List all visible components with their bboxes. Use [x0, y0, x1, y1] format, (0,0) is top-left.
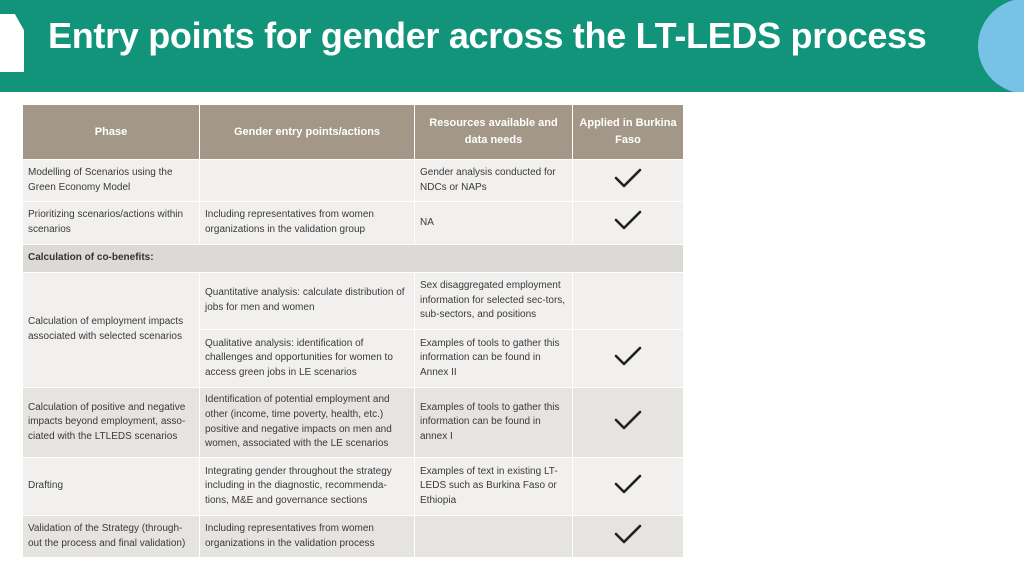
- checkmark-icon: [614, 345, 642, 367]
- slide-title: Entry points for gender across the LT-LEDS process: [48, 15, 927, 56]
- table-row: [23, 516, 684, 558]
- checkmark-icon: [614, 209, 642, 231]
- phase-cell: Prioritizing scenarios/actions within scenarios: [23, 202, 200, 245]
- resources-cell: [415, 516, 573, 558]
- title-banner: [0, 0, 1024, 92]
- entry-cell: Identification of potential employment and other (income, time poverty, health, etc.) positive and negative impacts on men and women, associated with the LE scenarios: [200, 388, 415, 458]
- entry-cell: Integrating gender throughout the strategy including in the diagnostic, recommenda-tions, M&E and governance sections: [200, 458, 415, 516]
- resources-cell: Examples of text in existing LT-LEDS such as Burkina Faso or Ethiopia: [415, 458, 573, 516]
- entry-cell: [200, 160, 415, 202]
- applied-cell: [573, 202, 684, 245]
- table-row: [23, 160, 684, 202]
- resources-cell: Examples of tools to gather this information can be found in annex I: [415, 388, 573, 458]
- applied-cell: [573, 516, 684, 558]
- header-entry-points: Gender entry points/actions: [200, 105, 415, 160]
- table-row: [23, 458, 684, 516]
- section-label: Calculation of co-benefits:: [23, 245, 684, 273]
- table-row: [23, 273, 684, 330]
- entry-cell: Including representatives from women organizations in the validation group: [200, 202, 415, 245]
- phase-cell: Modelling of Scenarios using the Green Economy Model: [23, 160, 200, 202]
- table-row: [23, 388, 684, 458]
- resources-cell: NA: [415, 202, 573, 245]
- checkmark-icon: [614, 523, 642, 545]
- resources-cell: Sex disaggregated employment information for selected sec-tors, sub-sectors, and positions: [415, 273, 573, 330]
- header-resources: Resources available and data needs: [415, 105, 573, 160]
- banner-tab-shape: [0, 14, 24, 72]
- applied-cell: [573, 330, 684, 388]
- checkmark-icon: [614, 409, 642, 431]
- entry-cell: Including representatives from women organizations in the validation process: [200, 516, 415, 558]
- section-row: [23, 245, 684, 273]
- phase-cell: Validation of the Strategy (through-out the process and final validation): [23, 516, 200, 558]
- gender-entry-points-table: [22, 104, 684, 558]
- header-phase: Phase: [23, 105, 200, 160]
- phase-cell: Drafting: [23, 458, 200, 516]
- applied-cell: [573, 388, 684, 458]
- entry-cell: Qualitative analysis: identification of challenges and opportunities for women to access green jobs in LE scenarios: [200, 330, 415, 388]
- applied-cell: [573, 160, 684, 202]
- phase-cell: Calculation of positive and negative impacts beyond employment, asso-ciated with the LTLEDS scenarios: [23, 388, 200, 458]
- applied-cell: [573, 273, 684, 330]
- applied-cell: [573, 458, 684, 516]
- checkmark-icon: [614, 167, 642, 189]
- table-row: [23, 202, 684, 245]
- phase-cell: Calculation of employment impacts associated with selected scenarios: [23, 273, 200, 388]
- resources-cell: Examples of tools to gather this information can be found in Annex II: [415, 330, 573, 388]
- header-applied: Applied in Burkina Faso: [573, 105, 684, 160]
- checkmark-icon: [614, 473, 642, 495]
- banner-circle-shape: [978, 0, 1024, 92]
- resources-cell: Gender analysis conducted for NDCs or NAPs: [415, 160, 573, 202]
- entry-cell: Quantitative analysis: calculate distribution of jobs for men and women: [200, 273, 415, 330]
